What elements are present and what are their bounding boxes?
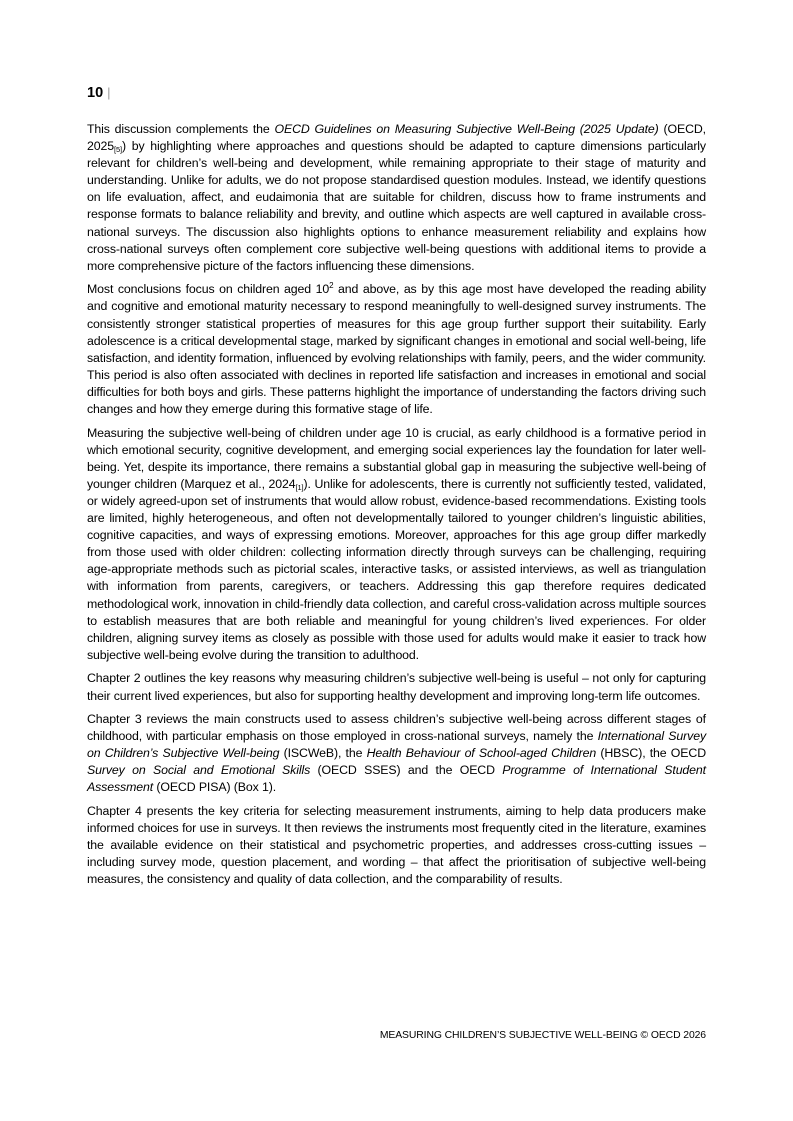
italic-title: International Survey on Children’s Subjective Well-being — [87, 729, 707, 761]
text-run: Most conclusions focus on children aged 10 — [87, 282, 330, 297]
body-text — [87, 121, 706, 895]
text-run: (HBSC), the OECD — [596, 746, 706, 761]
text-run: (OECD PISA) (Box 1). — [153, 780, 277, 795]
italic-title: Survey on Social and Emotional Skills — [87, 763, 311, 778]
text-run: Chapter 2 outlines the key reasons why measuring children’s subjective well-being is useful – not only for capturing their current lived experiences, but also for supporting healthy development and improving long-term life outcomes. — [87, 671, 706, 703]
text-run: Chapter 3 reviews the main constructs used to assess children’s subjective well-being across different stages of childhood, with particular emphasis on those employed in cross-national surveys, namely the — [87, 712, 706, 744]
text-run: ) by highlighting where approaches and questions should be adapted to capture dimensions particularly relevant for children’s well-being and development, while remaining appropriate to their stage of maturity and understanding. Unlike for adults, we do not propose standardised question modules. Instead, we identify questions on life evaluation, affect, and eudaimonia that are suitable for children, discuss how to frame instruments and response formats to balance reliability and brevity, and outline which aspects are well captured in available cross-national surveys. The discussion also highlights options to enhance measurement reliability and explains how cross-national surveys often complement core subjective well-being questions with additional items to provide a more comprehensive picture of the factors influencing these dimensions. — [87, 139, 706, 273]
text-run: (OECD SSES) and the OECD — [310, 763, 503, 778]
italic-title: Health Behaviour of School-aged Children — [366, 746, 597, 761]
citation-ref: [1] — [295, 482, 304, 492]
text-run: This discussion complements the — [87, 122, 275, 136]
paragraph-chapter-4 — [87, 803, 706, 888]
header-separator: | — [107, 85, 111, 100]
italic-title: OECD Guidelines on Measuring Subjective Well-Being (2025 Update) — [274, 122, 659, 136]
citation-ref: [5] — [113, 145, 122, 155]
paragraph-chapter-2 — [87, 670, 706, 704]
page-header — [87, 84, 111, 102]
paragraph-chapter-3 — [87, 711, 706, 796]
italic-title: Programme of International Student Assessment — [87, 763, 706, 795]
page-footer: MEASURING CHILDREN’S SUBJECTIVE WELL-BEING © OECD 2026 — [379, 1030, 706, 1041]
text-run: (OECD, 2025 — [87, 122, 706, 154]
text-run: ). Unlike for adolescents, there is currently not sufficiently tested, validated, or widely agreed-upon set of instruments that would allow robust, evidence-based recommendations. Existing tools are limited, highly heterogeneous, and often not developmentally tailored to younger children’s linguistic abilities, cognitive capacities, and ways of expressing emotions. Moreover, approaches for this age group differ markedly from those used with older children: collecting information directly through surveys can be challenging, requiring age-appropriate methods such as pictorial scales, interactive tasks, or assisted interviews, as well as triangulation with information from parents, caregivers, or teachers. Addressing this gap therefore requires dedicated methodological work, innovation in child-friendly data collection, and careful cross-validation across multiple sources to establish measures that are both reliable and meaningful for young children’s lived experiences. For older children, aligning survey items as closely as possible with those used for adults would make it easier to track how subjective well-being evolve during the transition to adulthood. — [87, 476, 707, 662]
text-run: Chapter 4 presents the key criteria for selecting measurement instruments, aiming to help data producers make informed choices for use in surveys. It then reviews the instruments most frequently cited in the literature, examines the available evidence on their statistical and psychometric properties, and addresses cross-cutting issues – including survey mode, question placement, and wording – that affect the prioritisation of subjective well-being measures, the consistency and quality of data collection, and the comparability of results. — [87, 804, 706, 887]
text-run: (ISCWeB), the — [279, 746, 367, 761]
paragraph-age-focus — [87, 281, 706, 418]
page-number: 10 — [87, 85, 104, 101]
text-run: Measuring the subjective well-being of children under age 10 is crucial, as early childhood is a formative period in which emotional security, cognitive development, and emerging social experiences lay the foundation for later well-being. Yet, despite its importance, there remains a substantial global gap in measuring the subjective well-being of younger children (Marquez et al., 2024 — [87, 425, 706, 491]
text-run: and above, as by this age most have developed the reading ability and cognitive and emotional maturity necessary to respond meaningfully to well-designed survey instruments. The consistently stronger statistical properties of measures for this age group further support their suitability. Early adolescence is a critical developmental stage, marked by significant changes in emotional and social well-being, life satisfaction, and identity formation, influenced by evolving relationships with family, peers, and the wider community. This period is also often associated with declines in reported life satisfaction and increases in emotional and social difficulties for both boys and girls. These patterns highlight the importance of understanding the factors driving such changes and how they emerge during this formative stage of life. — [87, 282, 706, 416]
footnote-marker: 2 — [329, 281, 334, 291]
paragraph-under-ten — [87, 425, 706, 664]
paragraph-intro — [87, 121, 706, 275]
